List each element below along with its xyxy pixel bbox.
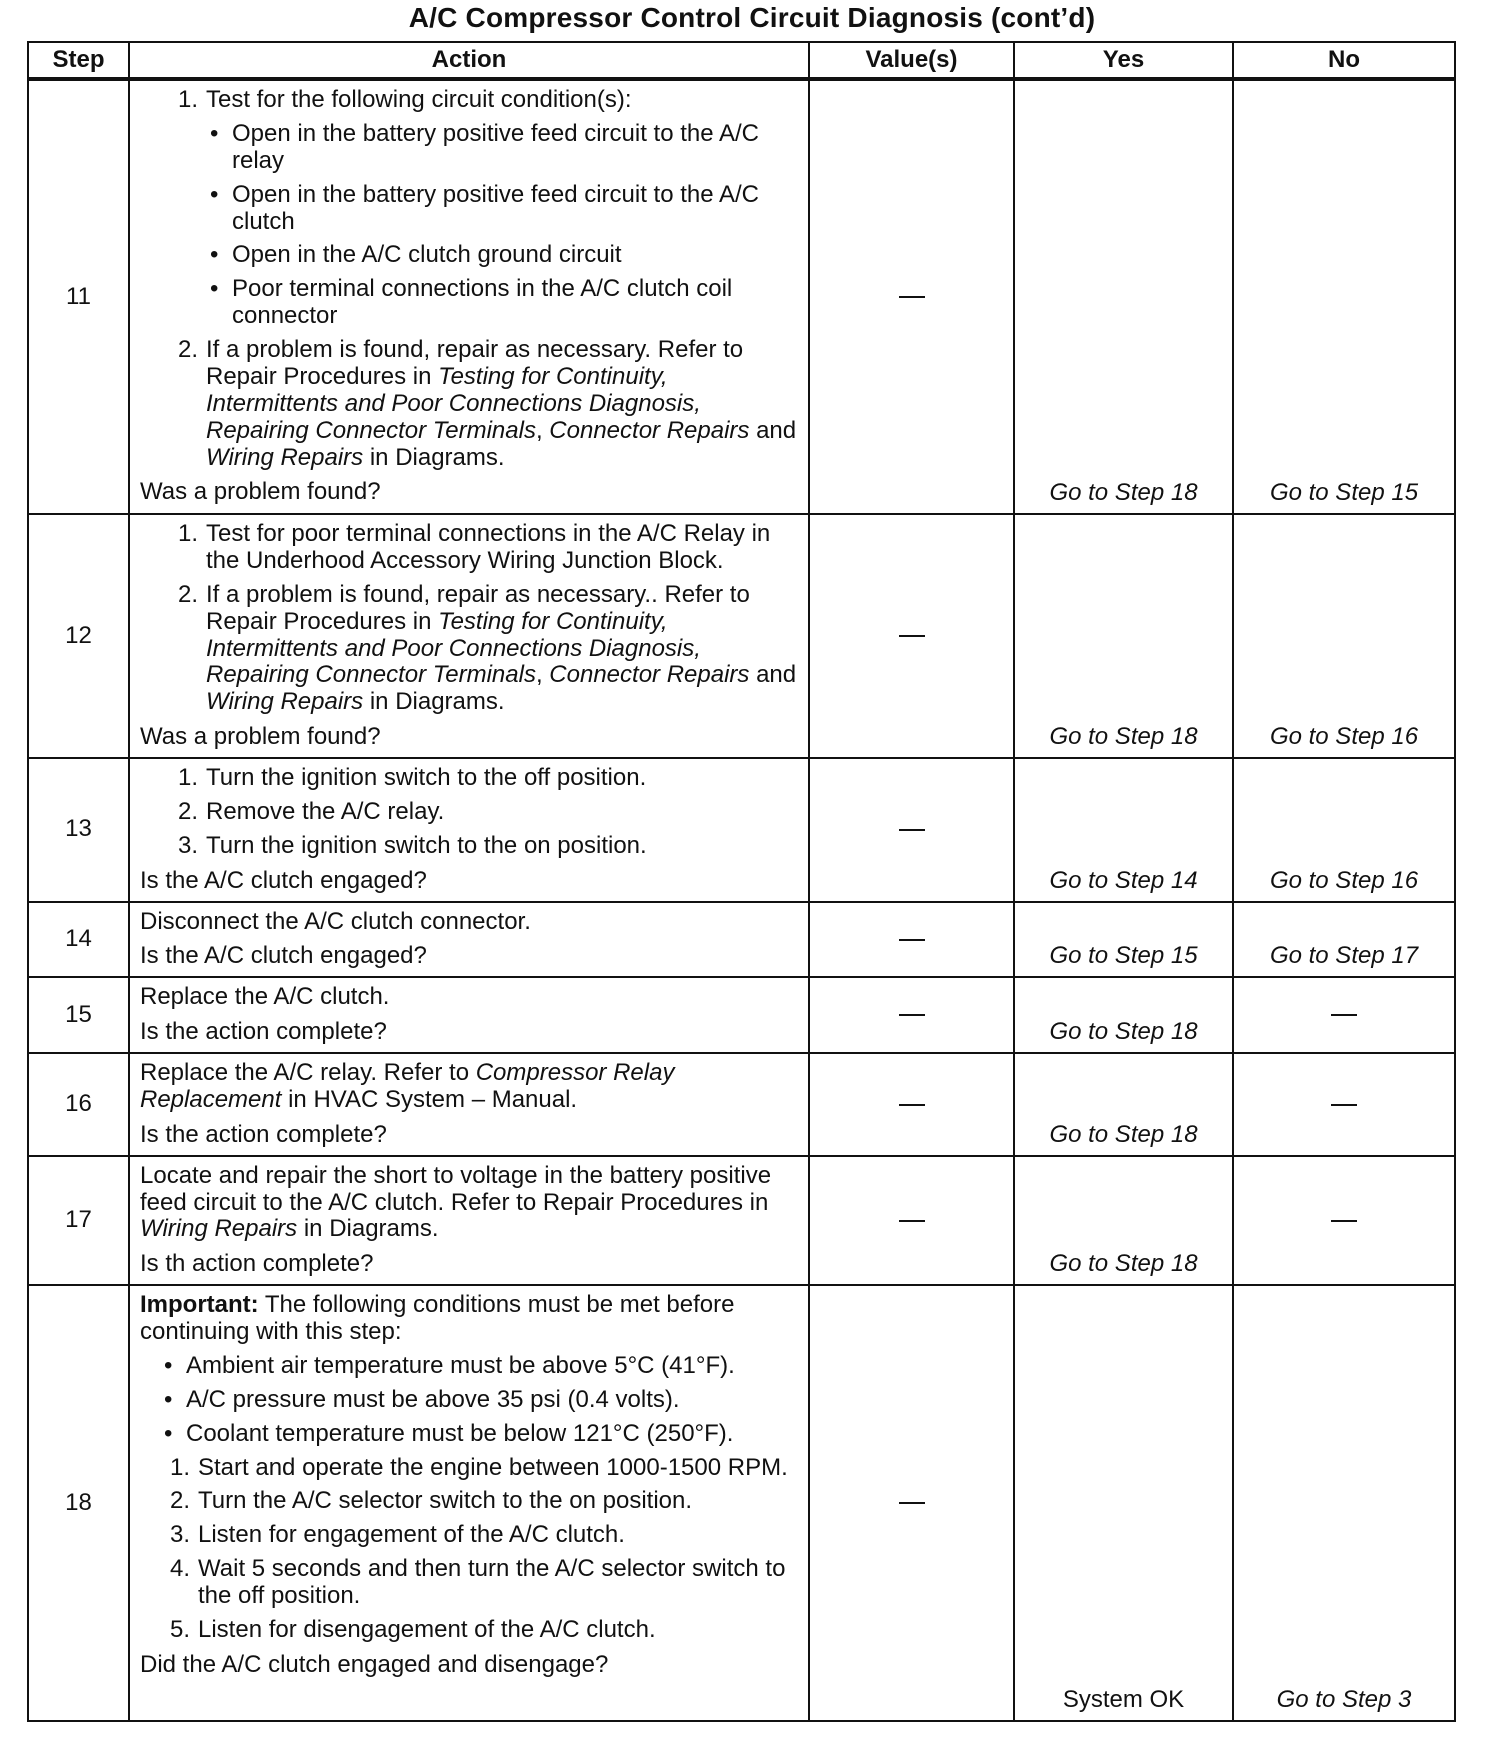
action-item: Test for the following circuit condition(s):	[206, 86, 632, 113]
no-result: Go to Step 3	[1233, 1285, 1455, 1721]
action-line: Locate and repair the short to voltage in the battery positive feed circuit to the A/C clutch. Refer to Repair Procedures in Wiring Repairs in Diagrams.	[140, 1161, 772, 1243]
condition-item: Open in the battery positive feed circuit to the A/C clutch	[232, 180, 759, 235]
dash	[899, 829, 925, 831]
table-row-step-17	[28, 1156, 1455, 1286]
bullet: •	[210, 275, 219, 303]
step-question: Was a problem found?	[140, 723, 381, 751]
action-cell	[129, 514, 809, 758]
value-cell	[809, 1156, 1014, 1286]
value-cell	[809, 977, 1014, 1053]
header-yes: Yes	[1014, 42, 1233, 79]
action-item: If a problem is found, repair as necessary.. Refer to Repair Procedures in Testing for Continuity, Intermittents and Poor Connections Diagnosis, Repairing Connector Terminals, Connector Repairs and Wiring Repairs in Diagrams.	[206, 580, 797, 716]
list-marker: 5.	[169, 1615, 190, 1643]
action-cell	[129, 1156, 809, 1286]
action-item: Wait 5 seconds and then turn the A/C selector switch to the off position.	[198, 1555, 786, 1609]
action-item: Test for poor terminal connections in the A/C Relay in the Underhood Accessory Wiring Junction Block.	[206, 520, 771, 574]
dash	[1331, 1104, 1357, 1106]
table-row-step-15	[28, 977, 1455, 1053]
action-item: Turn the A/C selector switch to the on position.	[198, 1487, 693, 1515]
table-row-step-12	[28, 514, 1455, 758]
reference-link: Testing for Continuity, Intermittents and Poor Connections Diagnosis, Repairing Connector Terminals	[206, 362, 701, 444]
reference-link: Wiring Repairs	[206, 443, 364, 471]
step-number: 11	[28, 79, 129, 514]
yes-result: Go to Step 15	[1014, 902, 1233, 978]
bullet: •	[210, 241, 219, 269]
yes-result: Go to Step 18	[1014, 977, 1233, 1053]
no-result: Go to Step 16	[1233, 514, 1455, 758]
table-header-row	[28, 42, 1455, 79]
bullet: •	[164, 1419, 173, 1447]
action-cell	[129, 977, 809, 1053]
action-item: If a problem is found, repair as necessary. Refer to Repair Procedures in Testing for Continuity, Intermittents and Poor Connections Diagnosis, Repairing Connector Terminals, Connector Repairs and Wiring Repairs in Diagrams.	[206, 336, 797, 471]
list-marker: 3.	[177, 831, 198, 859]
action-line: Disconnect the A/C clutch connector.	[140, 907, 531, 935]
list-marker: 2.	[177, 797, 198, 825]
list-marker: 3.	[169, 1521, 190, 1549]
yes-result: System OK	[1014, 1285, 1233, 1721]
action-item: Remove the A/C relay.	[206, 797, 445, 825]
step-number: 14	[28, 902, 129, 978]
action-item: Turn the ignition switch to the off position.	[206, 764, 647, 791]
step-question: Is the A/C clutch engaged?	[140, 866, 427, 894]
no-result	[1233, 977, 1455, 1053]
condition-item: Open in the A/C clutch ground circuit	[232, 241, 622, 269]
condition-item: Open in the battery positive feed circuit to the A/C relay	[232, 119, 759, 174]
action-cell	[129, 1285, 809, 1721]
dash	[899, 296, 925, 298]
action-item: Start and operate the engine between 1000-1500 RPM.	[198, 1453, 788, 1481]
step-question: Is the A/C clutch engaged?	[140, 942, 427, 970]
reference-link: Compressor Relay Replacement	[140, 1059, 675, 1113]
step-number: 17	[28, 1156, 129, 1286]
reference-link: Connector Repairs	[549, 661, 750, 689]
dash	[899, 1104, 925, 1106]
header-values: Value(s)	[809, 42, 1014, 79]
action-line: Replace the A/C clutch.	[140, 983, 390, 1011]
step-question: Was a problem found?	[140, 478, 381, 506]
list-marker: 1.	[177, 764, 198, 791]
table-row-step-11	[28, 79, 1455, 514]
list-marker: 1.	[177, 86, 198, 113]
action-item: Listen for disengagement of the A/C clutch.	[198, 1615, 656, 1643]
step-number: 13	[28, 758, 129, 902]
bullet: •	[164, 1351, 173, 1379]
dash	[899, 1220, 925, 1222]
header-no: No	[1233, 42, 1455, 79]
yes-result: Go to Step 18	[1014, 514, 1233, 758]
table-row-step-13	[28, 758, 1455, 902]
no-result: Go to Step 17	[1233, 902, 1455, 978]
yes-result: Go to Step 18	[1014, 79, 1233, 514]
bullet: •	[210, 119, 219, 147]
step-number: 15	[28, 977, 129, 1053]
bullet: •	[210, 180, 219, 208]
step-number: 18	[28, 1285, 129, 1721]
important-note: Important: The following conditions must be met before continuing with this step:	[140, 1291, 735, 1345]
no-result	[1233, 1053, 1455, 1156]
step-question: Did the A/C clutch engaged and disengage?	[140, 1650, 609, 1678]
header-step: Step	[28, 42, 129, 79]
value-cell	[809, 514, 1014, 758]
list-marker: 1.	[177, 520, 198, 547]
value-cell	[809, 758, 1014, 902]
no-result	[1233, 1156, 1455, 1286]
dash	[899, 1502, 925, 1504]
dash	[899, 1014, 925, 1016]
list-marker: 2.	[177, 580, 198, 608]
action-cell	[129, 902, 809, 978]
list-marker: 2.	[177, 336, 198, 363]
step-question: Is the action complete?	[140, 1018, 387, 1046]
value-cell	[809, 902, 1014, 978]
yes-result: Go to Step 18	[1014, 1156, 1233, 1286]
step-question: Is the action complete?	[140, 1120, 387, 1148]
dash	[1331, 1220, 1357, 1222]
table-row-step-18	[28, 1285, 1455, 1721]
condition-item: A/C pressure must be above 35 psi (0.4 volts).	[186, 1385, 680, 1413]
yes-result: Go to Step 14	[1014, 758, 1233, 902]
action-cell	[129, 79, 809, 514]
action-cell	[129, 758, 809, 902]
no-result: Go to Step 15	[1233, 79, 1455, 514]
reference-link: Testing for Continuity, Intermittents and Poor Connections Diagnosis, Repairing Connector Terminals	[206, 607, 701, 689]
condition-item: Poor terminal connections in the A/C clutch coil connector	[232, 275, 733, 330]
table-row-step-14	[28, 902, 1455, 978]
reference-link: Wiring Repairs	[206, 688, 364, 716]
condition-item: Ambient air temperature must be above 5°C (41°F).	[186, 1351, 735, 1379]
list-marker: 1.	[169, 1453, 190, 1481]
list-marker: 4.	[169, 1555, 190, 1583]
list-marker: 2.	[169, 1487, 190, 1515]
header-action: Action	[129, 42, 809, 79]
yes-result: Go to Step 18	[1014, 1053, 1233, 1156]
dash	[899, 635, 925, 637]
value-cell	[809, 1285, 1014, 1721]
important-label: Important:	[140, 1291, 259, 1319]
step-number: 12	[28, 514, 129, 758]
bullet: •	[164, 1385, 173, 1413]
reference-link: Connector Repairs	[549, 416, 750, 444]
dash	[899, 939, 925, 941]
dash	[1331, 1014, 1357, 1016]
table-row-step-16	[28, 1053, 1455, 1156]
diagnosis-table	[27, 41, 1456, 1722]
no-result: Go to Step 16	[1233, 758, 1455, 902]
action-item: Listen for engagement of the A/C clutch.	[198, 1521, 625, 1549]
reference-link: Wiring Repairs	[140, 1215, 298, 1243]
step-number: 16	[28, 1053, 129, 1156]
action-line: Replace the A/C relay. Refer to Compressor Relay Replacement in HVAC System – Manual.	[140, 1059, 675, 1113]
value-cell	[809, 79, 1014, 514]
step-question: Is th action complete?	[140, 1250, 374, 1278]
action-cell	[129, 1053, 809, 1156]
condition-item: Coolant temperature must be below 121°C (250°F).	[186, 1419, 734, 1447]
page-title: A/C Compressor Control Circuit Diagnosis (cont’d)	[408, 2, 1096, 33]
value-cell	[809, 1053, 1014, 1156]
action-item: Turn the ignition switch to the on position.	[206, 831, 647, 859]
